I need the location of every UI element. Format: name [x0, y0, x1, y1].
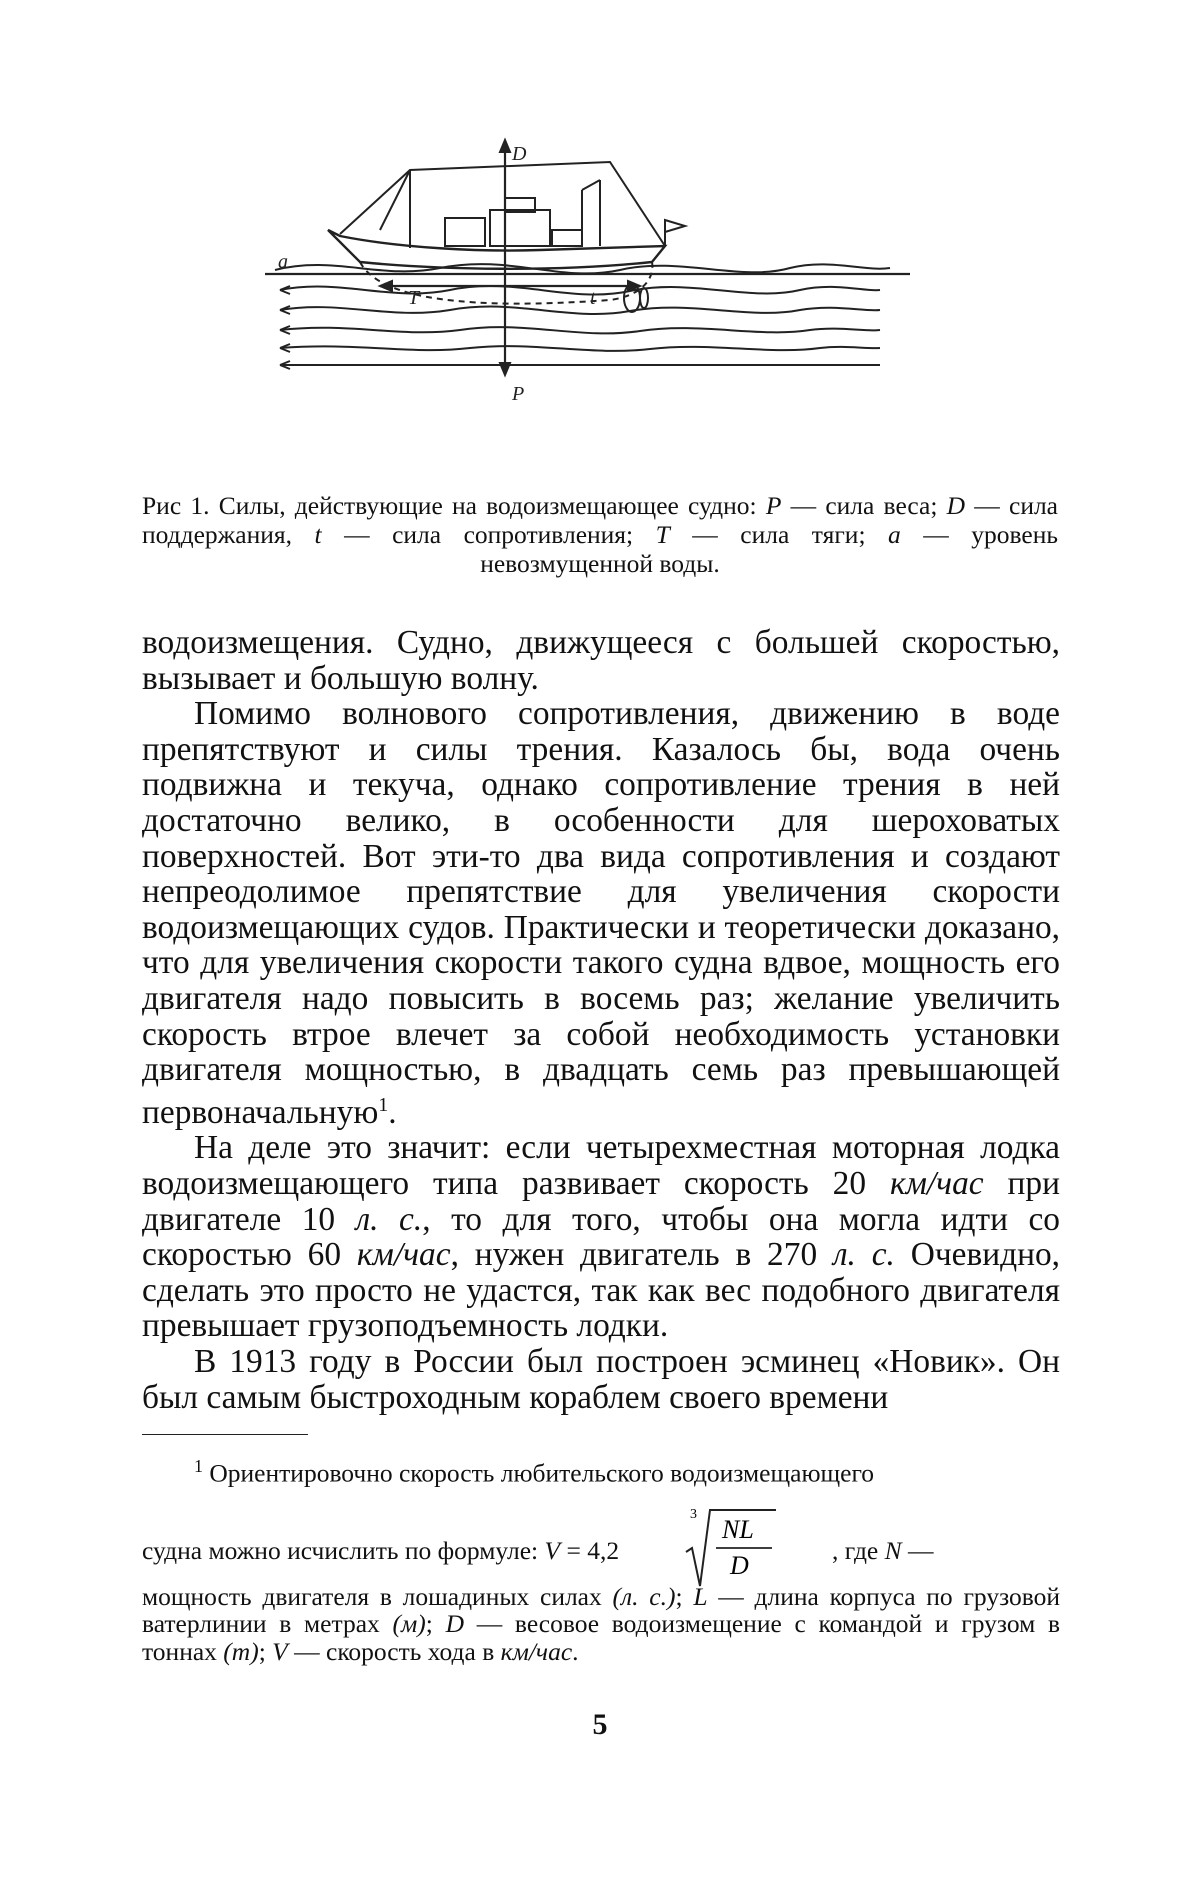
figure-ship-forces	[278, 143, 890, 485]
figure-caption	[142, 491, 1058, 578]
wave-line-5	[280, 346, 880, 351]
paragraph-4: В 1913 году в России был построен эсминец «Новик». Он был самым быстроходным кораблем своего времени	[142, 1343, 1060, 1416]
formula-n: N	[884, 1536, 902, 1565]
label-t-thrust: T	[408, 287, 420, 309]
p3-seg-a: На деле это значит: если четырехместная моторная лодка водоизмещающего типа развивает скорость 20	[142, 1129, 1060, 1203]
rudder-icon	[640, 288, 648, 308]
paragraph-2-text: Помимо волнового сопротивления, движению в воде препятствуют и силы трения. Казалось бы, вода очень подвижна и текуча, однако сопротивление трения в ней достаточно велико, в особенности для шероховатых поверхностей. Вот эти-то два вида сопротивления и создают непреодолимое препятствие для увеличения скорости водоизмещающих судов. Практически и теоретически доказано, что для увеличения скорости такого судна вдвое, мощность его двигателя надо повысить в восемь раз; желание увеличить скорость втрое влечет за собой необходимость установки двигателя мощностью, в двадцать семь раз превышающей первоначальную	[142, 695, 1060, 1131]
fn-rest-g: — скорость хода в	[287, 1636, 501, 1666]
caption-symbol-a: a	[888, 520, 901, 549]
label-d: D	[512, 143, 527, 165]
arrow-d-icon	[500, 140, 510, 152]
footnote-marker: 1	[194, 1456, 203, 1476]
wave-line-4	[280, 327, 880, 333]
fn-symbol-l: L	[693, 1582, 708, 1611]
formula-equals: = 4,2	[560, 1536, 620, 1565]
footnote-formula-line	[142, 1502, 1060, 1592]
wave-line-2	[280, 286, 880, 295]
caption-symbol-d: D	[946, 491, 966, 520]
caption-seg1: — сила веса;	[781, 491, 947, 520]
p3-seg-d: , нужен двигатель в 270	[450, 1236, 833, 1274]
fn-rest-c: — длина корпуса по грузовой ватерлинии в метрах	[142, 1582, 1060, 1639]
fn-unit-kmh: км/час	[500, 1636, 573, 1666]
p3-seg-e: Очевидно, сделать это просто не удастся, так как вес подобного двигателя превышает грузоподъемность лодки.	[142, 1236, 1060, 1345]
superstructure-aft	[445, 218, 485, 246]
footnote-line-1-text: Ориентировочно скорость любительского водоизмещающего	[203, 1458, 875, 1488]
formula-lead	[142, 1536, 619, 1566]
formula-v: V	[544, 1536, 561, 1565]
paragraph-1: водоизмещения. Судно, движущееся с большей скоростью, вызывает и большую волну.	[142, 624, 1060, 697]
fn-rest-b: ;	[675, 1582, 694, 1611]
body-text	[142, 625, 1060, 1415]
caption-seg2: — сила поддержания,	[142, 491, 1059, 549]
caption-symbol-p: P	[765, 491, 782, 520]
caption-symbol-tt: T	[655, 520, 670, 549]
fn-rest-h: .	[572, 1636, 579, 1666]
formula-denominator: D	[730, 1551, 749, 1580]
footnote-line-1	[142, 1452, 1060, 1488]
fn-rest-a: мощность двигателя в лошадиных силах	[142, 1582, 613, 1611]
formula-trail-a: , где	[832, 1536, 885, 1565]
footnote	[142, 1452, 1060, 1488]
fn-symbol-v: V	[272, 1636, 288, 1666]
p3-unit-1: км/час	[889, 1165, 984, 1203]
caption-seg4: — сила тяги;	[669, 520, 889, 549]
label-a: a	[278, 251, 288, 273]
caption-seg5: — уровень невозмущенной воды.	[480, 520, 1059, 578]
p3-seg-b: при двигателе 10	[142, 1165, 1060, 1238]
wave-arrowheads	[280, 286, 290, 369]
paragraph-2-end: .	[388, 1093, 397, 1131]
root-index: 3	[690, 1507, 697, 1522]
label-t-resistance: t	[590, 287, 596, 309]
fn-rest-f: ;	[258, 1636, 273, 1666]
caption-symbol-t: t	[314, 520, 322, 549]
footnote-rest-text	[142, 1583, 1060, 1665]
fn-unit-ls: (л. с.)	[612, 1582, 676, 1611]
superstructure-bridge	[490, 210, 550, 246]
formula-numerator: NL	[722, 1515, 754, 1544]
fn-rest-e: — весовое водоизмещение с командой и грузом в тоннах	[142, 1609, 1060, 1666]
formula-trail	[832, 1536, 934, 1566]
arrow-t-icon	[380, 281, 392, 291]
footnote-ref-1: 1	[378, 1093, 389, 1116]
fn-unit-m: (м)	[392, 1609, 426, 1639]
formula-lead-text: судна можно исчислить по формуле:	[142, 1536, 545, 1565]
paragraph-2	[142, 696, 1060, 1130]
deck-house-fore	[552, 230, 582, 246]
footnote-continuation	[142, 1583, 1060, 1665]
label-p: P	[512, 383, 525, 405]
footnote-rule	[142, 1434, 308, 1435]
p3-unit-2: л. с.	[355, 1200, 423, 1238]
page-number: 5	[592, 1708, 608, 1741]
ship-diagram	[278, 143, 890, 485]
formula-trail-b: —	[901, 1536, 934, 1565]
p3-unit-3: км/час	[356, 1236, 451, 1274]
p3-unit-4: л. с.	[832, 1236, 895, 1274]
arrow-p-icon	[500, 363, 510, 375]
caption-seg3: — сила сопротивления;	[321, 520, 656, 549]
wave-line-3	[280, 307, 880, 314]
caption-lead: Рис 1. Силы, действующие на водоизмещающее судно:	[142, 491, 766, 520]
rigging	[340, 162, 665, 246]
paragraph-3	[142, 1130, 1060, 1344]
ship-hull	[328, 230, 665, 269]
fn-symbol-d: D	[445, 1609, 464, 1639]
cube-root-formula	[680, 1504, 810, 1590]
fn-rest-d: ;	[425, 1609, 446, 1639]
fn-unit-t: (т)	[223, 1636, 259, 1666]
p3-seg-c: , то для того, чтобы она могла идти со скоростью 60	[142, 1200, 1060, 1274]
flag	[665, 220, 685, 246]
